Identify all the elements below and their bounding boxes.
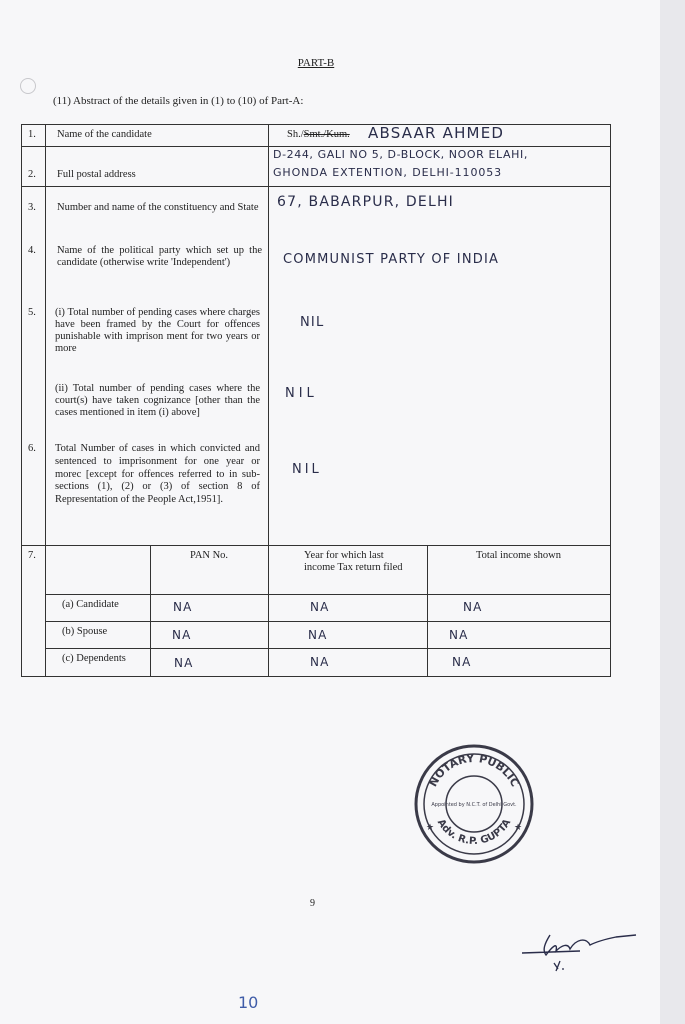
- section-intro: (11) Abstract of the details given in (1) to (10) of Part-A:: [53, 95, 304, 107]
- part-title: PART-B: [297, 57, 335, 69]
- candidate-name-value: ABSAAR AHMED: [368, 124, 505, 142]
- tax-year-value: NA: [308, 628, 328, 642]
- notary-stamp: [410, 740, 540, 865]
- row-number: 4.: [28, 245, 36, 256]
- pending-cases-cognizance-value: NIL: [285, 386, 318, 401]
- stamp-star-icon: ★: [426, 822, 435, 832]
- pan-value: NA: [172, 628, 192, 642]
- stamp-star-icon: ★: [514, 822, 523, 832]
- row-number: 2.: [28, 169, 36, 180]
- tax-year-value: NA: [310, 600, 330, 614]
- income-row-label: (a) Candidate: [62, 599, 119, 610]
- income-row-label: (c) Dependents: [62, 653, 126, 664]
- stamp-center-text: Appointed by N.C.T. of Delhi Govt.: [431, 802, 517, 808]
- tax-year-header: Year for which last income Tax return filed: [304, 550, 403, 573]
- signature: [520, 925, 640, 975]
- income-header: Total income shown: [476, 550, 561, 561]
- constituency-value: 67, BABARPUR, DELHI: [277, 194, 455, 210]
- pending-cases-cognizance-label: (ii) Total number of pending cases where the court(s) have taken cognizance [other than the cases mentioned in item (i) above]: [55, 383, 260, 418]
- postal-address-line1: D-244, GALI NO 5, D-BLOCK, NOOR ELAHI,: [273, 148, 528, 161]
- convicted-cases-label: Total Number of cases in which convicted and sentenced to imprisonment for one year or morec [except for offences referred to in sub-sections (1), (2) or (3) of section 8 of Representation of the People Act,1951].: [55, 443, 260, 506]
- party-label: Name of the political party which set up the candidate (otherwise write 'Independent'): [57, 245, 262, 268]
- income-value: NA: [452, 655, 472, 669]
- page-number: 9: [310, 898, 315, 909]
- handwritten-page-number: 10: [238, 993, 259, 1012]
- pending-cases-framed-label: (i) Total number of pending cases where charges have been framed by the Court for offences punishable with imprison ment for two years or more: [55, 307, 260, 354]
- tax-year-value: NA: [310, 655, 330, 669]
- name-prefix: Sh./Smt./Kum.: [287, 129, 350, 140]
- postal-address-label: Full postal address: [57, 169, 136, 180]
- pending-cases-framed-value: NIL: [300, 315, 325, 330]
- party-value: COMMUNIST PARTY OF INDIA: [283, 252, 500, 267]
- convicted-cases-value: NIL: [292, 462, 322, 477]
- stamp-name: Adv. R.P. GUPTA: [434, 817, 514, 848]
- constituency-label: Number and name of the constituency and State: [57, 202, 259, 213]
- row-number: 7.: [28, 550, 36, 561]
- income-value: NA: [449, 628, 469, 642]
- stamp-title: NOTARY PUBLIC: [426, 751, 522, 789]
- postal-address-line2: GHONDA EXTENTION, DELHI-110053: [273, 166, 503, 179]
- income-value: NA: [463, 600, 483, 614]
- punch-hole: [20, 78, 36, 94]
- row-number: 1.: [28, 129, 36, 140]
- candidate-name-label: Name of the candidate: [57, 129, 152, 140]
- row-number: 5.: [28, 307, 36, 318]
- pan-value: NA: [173, 600, 193, 614]
- pan-value: NA: [174, 656, 194, 670]
- row-number: 3.: [28, 202, 36, 213]
- row-number: 6.: [28, 443, 36, 454]
- income-row-label: (b) Spouse: [62, 626, 108, 637]
- pan-header: PAN No.: [189, 550, 229, 561]
- page-edge: [660, 0, 685, 1024]
